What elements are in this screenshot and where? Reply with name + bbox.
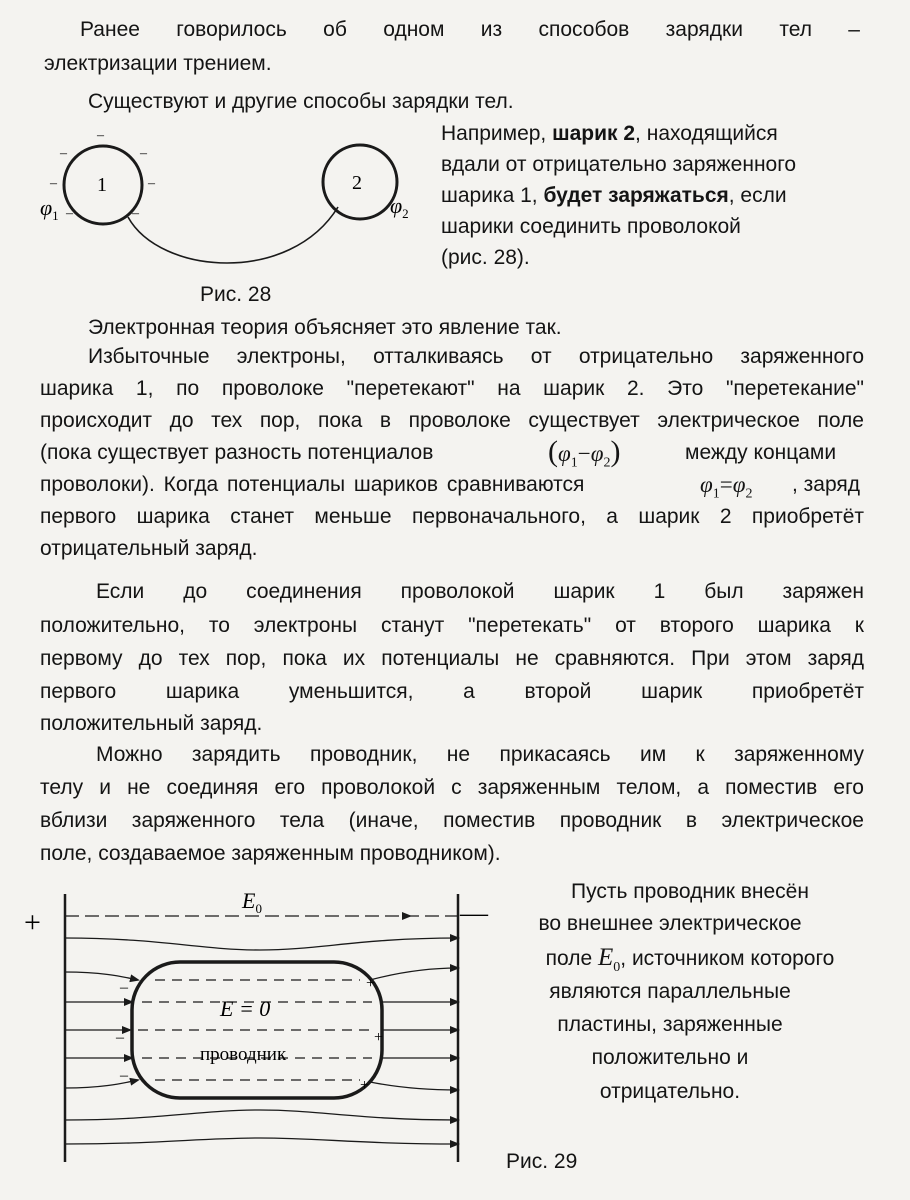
e0-symbol — [598, 944, 621, 975]
example-text: , находящийся — [635, 122, 778, 145]
field-line-3b — [370, 968, 458, 980]
side-line-2: во внешнее электрическое — [538, 912, 802, 935]
field-line-9 — [65, 1138, 458, 1144]
positive-line-5: положительный заряд. — [40, 712, 263, 735]
side-line-7: отрицательно. — [599, 1080, 741, 1103]
example-bold-charging: будет заряжаться — [543, 184, 729, 207]
minus-sign-tl: – — [60, 146, 67, 161]
minus-sign-top: – — [97, 128, 104, 143]
plus-sign-plate: + — [24, 906, 41, 939]
theory-line-5 — [40, 437, 864, 471]
minus-symbol: − — [577, 441, 591, 466]
e-sub: 0 — [613, 960, 621, 975]
side-line-4: являются параллельные — [549, 980, 791, 1003]
figure-28-caption: Рис. 28 — [200, 283, 272, 306]
positive-line-2: положительно, то электроны станут "перетекать" от второго шарика к — [40, 614, 864, 637]
side-line-6: положительно и — [591, 1046, 749, 1069]
minus-sign-l: – — [50, 176, 57, 191]
phi-symbol: φ — [558, 441, 571, 466]
field-line-2 — [65, 938, 458, 950]
sub-2: 2 — [745, 486, 753, 502]
sub-1: 1 — [712, 486, 720, 502]
induced-minus-2: – — [116, 1029, 124, 1046]
ball-1-label: 1 — [97, 174, 107, 196]
ball-2-label: 2 — [352, 172, 362, 194]
minus-sign-tr: – — [140, 146, 147, 161]
phi1-label: $\varphi_1$ — [40, 195, 59, 223]
theory-text: между концами — [685, 441, 837, 464]
theory-line-1: Электронная теория объясняет это явление так. — [88, 316, 562, 339]
field-line-8 — [65, 1110, 458, 1120]
example-line-1 — [441, 118, 778, 149]
positive-line-1: Если до соединения проволокой шарик 1 был заряжен — [96, 580, 864, 603]
intro-line-3: Существуют и другие способы зарядки тел. — [88, 90, 514, 113]
theory-line-7: первого шарика станет меньше первоначального, а шарик 2 приобретёт — [40, 505, 864, 528]
minus-sign-r: – — [148, 176, 155, 191]
induced-plus-3: + — [360, 1077, 370, 1094]
field-e0-label: $E_0$ — [242, 888, 262, 916]
inside-field-label: E = 0 — [220, 996, 271, 1021]
figure-29-caption: Рис. 29 — [506, 1150, 578, 1173]
theory-line-8: отрицательный заряд. — [40, 537, 258, 560]
example-text: Например, — [441, 122, 553, 145]
induction-line-3: вблизи заряженного тела (иначе, поместив проводник в электрическое — [40, 809, 864, 832]
positive-line-3: первому до тех пор, пока их потенциалы не сравняются. При этом заряд — [40, 647, 864, 670]
minus-sign-br: – — [132, 206, 139, 221]
field-line-7b — [370, 1082, 458, 1090]
phi-symbol: φ — [590, 441, 604, 466]
side-text: , источником которого — [620, 947, 835, 970]
sub-1: 1 — [570, 455, 578, 471]
theory-line-4: происходит до тех пор, пока в проволоке существует электрическое поле — [40, 409, 864, 432]
induced-minus-3: – — [120, 1067, 128, 1084]
theory-text: (пока существует разность потенциалов — [40, 441, 434, 464]
induction-line-4: поле, создаваемое заряженным проводником). — [40, 842, 501, 865]
side-line-5: пластины, заряженные — [557, 1013, 783, 1036]
e-letter: E — [598, 944, 614, 971]
phi2-label: $\varphi_2$ — [390, 193, 409, 221]
side-line-1: Пусть проводник внесён — [571, 880, 809, 903]
example-bold-ball2: шарик 2 — [552, 122, 636, 145]
minus-sign-plate: — — [460, 898, 488, 929]
conductor-label: проводник — [200, 1044, 287, 1065]
theory-line-3: шарика 1, по проволоке "перетекают" на шарик 2. Это "перетекание" — [40, 377, 864, 400]
potential-difference-formula: $(\varphi_1-\varphi_2)$ — [548, 435, 621, 471]
example-text: шарика 1, — [441, 184, 544, 207]
side-text: поле — [545, 947, 593, 970]
induced-minus-1: – — [120, 979, 128, 996]
intro-line-1: Ранее говорилось об одном из способов зарядки тел – — [80, 18, 860, 41]
theory-line-2: Избыточные электроны, отталкиваясь от отрицательно заряженного — [88, 345, 864, 368]
example-line-2: вдали от отрицательно заряженного — [441, 153, 797, 176]
theory-text: , заряд — [792, 473, 861, 496]
figure-29 — [20, 880, 500, 1170]
induction-line-2: телу и не соединяя его проволокой с заряженным телом, а поместив его — [40, 776, 864, 799]
induced-plus-1: + — [366, 975, 376, 992]
induced-plus-2: + — [374, 1029, 384, 1046]
example-text: , если — [728, 184, 787, 207]
phi-symbol: φ — [700, 472, 713, 497]
intro-line-2: электризации трением. — [44, 52, 272, 75]
positive-line-4: первого шарика уменьшится, а второй шарик приобретёт — [40, 680, 864, 703]
example-line-4: шарики соединить проволокой — [441, 215, 741, 238]
theory-text: проволоки). Когда потенциалы шариков сравниваются — [40, 473, 585, 496]
induction-line-1: Можно зарядить проводник, не прикасаясь им к заряженному — [96, 743, 864, 766]
example-line-3 — [441, 180, 787, 211]
figure-28 — [40, 125, 410, 285]
equals-symbol: = — [719, 472, 733, 497]
example-line-5: (рис. 28). — [441, 246, 530, 269]
phi-symbol: φ — [732, 472, 746, 497]
minus-sign-bl: – — [66, 206, 73, 221]
connecting-wire — [128, 207, 338, 263]
sub-2: 2 — [603, 455, 611, 471]
theory-line-6 — [40, 469, 864, 503]
